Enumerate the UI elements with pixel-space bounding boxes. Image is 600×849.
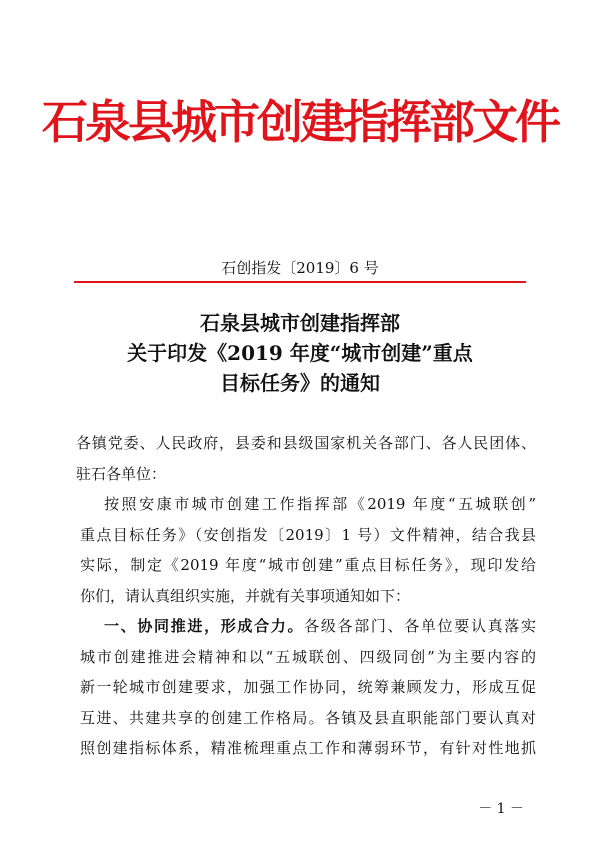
paragraph-2-line-1	[80, 611, 536, 642]
title-line-1: 石泉县城市创建指挥部	[200, 311, 400, 335]
page-number: － 1 －	[478, 801, 524, 817]
title-line-2: 关于印发《2019 年度“城市创建”重点	[127, 341, 473, 365]
paragraph-2-line-5: 照创建指标体系，精准梳理重点工作和薄弱环节，有针对性地抓	[80, 739, 536, 757]
red-divider-line	[74, 281, 526, 283]
document-number: 石创指发〔2019〕6 号	[221, 259, 379, 277]
paragraph-1-line-2: 重点目标任务》（安创指发〔2019〕1 号）文件精神，结合我县	[80, 525, 536, 544]
document-header-title: 石泉县城市创建指挥部文件	[42, 95, 558, 149]
paragraph-2-line-3: 新一轮城市创建要求，加强工作协同，统筹兼顾发力，形成互促	[80, 678, 536, 696]
addressee-line-1: 各镇党委、人民政府，县委和县级国家机关各部门、各人民团体、	[76, 434, 536, 452]
paragraph-1-line-1: 按照安康市城市创建工作指挥部《2019 年度“五城联创”	[104, 495, 536, 513]
addressee-line-2: 驻石各单位：	[76, 464, 167, 483]
paragraph-1-line-4: 你们，请认真组织实施，并就有关事项通知如下：	[80, 586, 411, 605]
document-body	[76, 428, 536, 764]
paragraph-2-line-1-rest: 各级各部门、各单位要认真落实	[304, 617, 536, 635]
paragraph-1-line-3: 实际，制定《2019 年度“城市创建”重点目标任务》，现印发给	[80, 556, 536, 574]
title-line-3: 目标任务》的通知	[220, 371, 380, 395]
paragraph-2-line-2: 城市创建推进会精神和以“五城联创、四级同创”为主要内容的	[80, 647, 536, 666]
paragraph-2-line-4: 互进、共建共享的创建工作格局。各镇及县直职能部门要认真对	[80, 708, 536, 727]
notice-title	[0, 308, 600, 398]
section-heading: 一、协同推进，形成合力。	[104, 617, 305, 635]
